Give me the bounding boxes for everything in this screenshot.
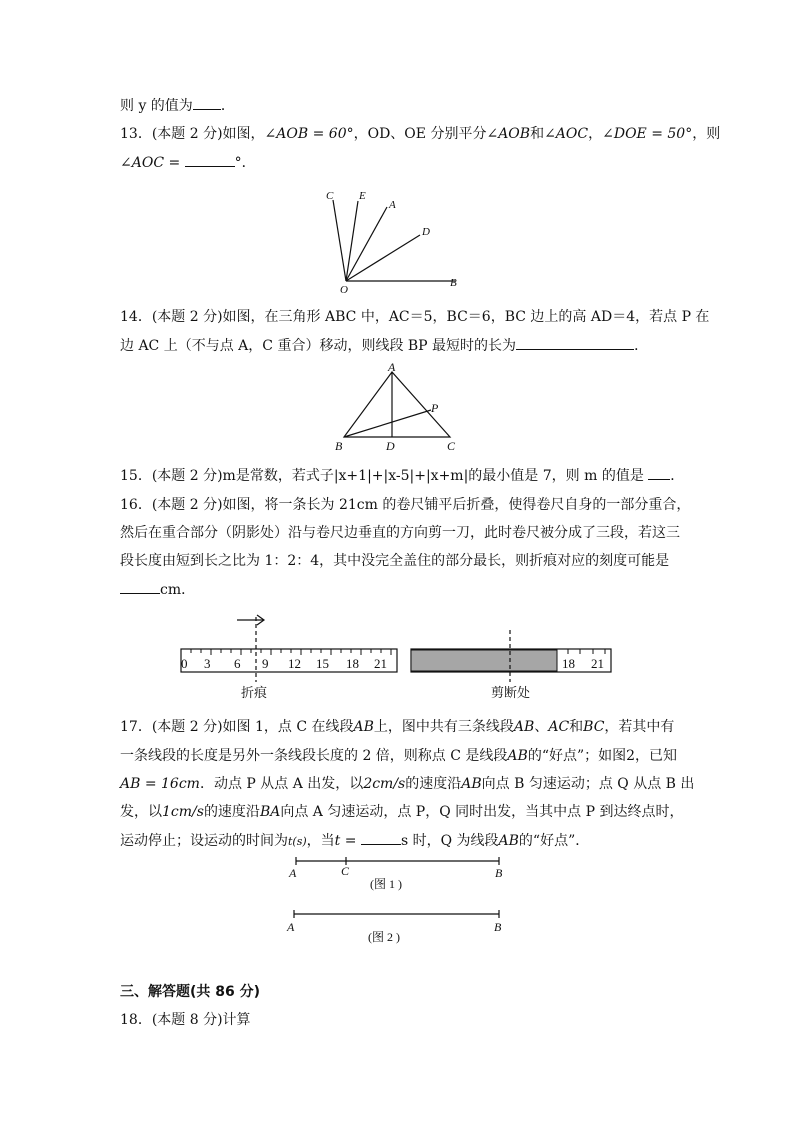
label-o: O [340, 284, 348, 295]
fig1-label-c: C [341, 864, 350, 878]
label-b: B [450, 277, 457, 289]
q12-blank[interactable] [193, 95, 221, 110]
q16-line2: 然后在重合部分（阴影处）沿与卷尺边垂直的方向剪一刀，此时卷尺被分成了三段，若这三 [120, 525, 680, 541]
label-a: A [388, 360, 396, 374]
q15-line: 15．(本题 2 分)m是常数，若式子|x+1|+|x-5|+|x+m|的最小值是 7，则 m 的值是 ． [120, 465, 684, 486]
q17-line5: 运动停止；设运动的时间为t(s)，当t = s 时，Q 为线段AB的“好点”． [120, 830, 589, 852]
ray-od [346, 235, 420, 281]
q14-triangle-figure [330, 360, 465, 455]
tick-label-3: 3 [204, 656, 211, 671]
fig1-label-b: B [495, 866, 503, 880]
q16-line3: 段长度由短到长之比为 1：2：4，其中没完全盖住的部分最长，则折痕对应的刻度可能是 [120, 553, 670, 569]
fig2-label-a: A [287, 920, 295, 934]
tick-label-18: 18 [346, 656, 359, 671]
q16-blank[interactable] [120, 579, 160, 594]
crease-label: 折痕 [241, 685, 268, 700]
section-title: 三、解答题(共 86 分) [120, 984, 261, 1000]
tick-label-9: 9 [262, 656, 269, 671]
right-tick-21: 21 [591, 656, 604, 671]
q17-line4: 发，以1cm/s的速度沿BA向点 A 匀速运动，点 P，Q 同时出发，当其中点 P 到达终点时， [120, 804, 684, 820]
q13-blank[interactable] [185, 152, 235, 167]
q17-blank[interactable] [361, 830, 401, 845]
fig2-label-b: B [494, 920, 502, 934]
label-p: P [431, 401, 439, 415]
q14-line2: 边 AC 上（不与点 A，C 重合）移动，则线段 BP 最短时的长为 ． [120, 335, 648, 356]
label-d: D [422, 226, 430, 238]
q17-line2: 一条线段的长度是另外一条线段长度的 2 倍，则称点 C 是线段AB的“好点”；如图2，已知 [120, 748, 678, 764]
q16-line1: 16．(本题 2 分)如图，将一条长为 21cm 的卷尺铺平后折叠，使得卷尺自身的一部分重合， [120, 497, 691, 513]
right-tick-18: 18 [562, 656, 575, 671]
q12-tail: 则 y 的值为 ． [120, 95, 235, 116]
label-d: D [386, 439, 395, 453]
q13-line1: 13．(本题 2 分)如图，∠AOB = 60°，OD、OE 分别平分∠AOB和∠AOC，∠DOE = 50°，则 [120, 126, 721, 142]
q16-ruler-figure [175, 612, 620, 707]
q17-line1: 17．(本题 2 分)如图 1，点 C 在线段AB上，图中共有三条线段AB、AC和BC，若其中有 [120, 719, 675, 735]
tick-label-12: 12 [288, 656, 301, 671]
q14-blank[interactable] [516, 335, 634, 350]
q14-line1: 14．(本题 2 分)如图，在三角形 ABC 中，AC＝5，BC＝6，BC 边上的高 AD＝4，若点 P 在 [120, 309, 710, 325]
tick-label-21: 21 [374, 656, 387, 671]
q15-blank[interactable] [648, 465, 670, 480]
cut-label: 剪断处 [491, 685, 531, 700]
label-a: A [389, 199, 396, 211]
tick-label-0: 0 [181, 656, 188, 671]
fig1-label-a: A [289, 866, 297, 880]
q18-line: 18．(本题 8 分)计算 [120, 1012, 251, 1028]
tick-label-15: 15 [316, 656, 329, 671]
label-e: E [359, 190, 366, 202]
q17-line3: AB = 16cm．动点 P 从点 A 出发，以2cm/s的速度沿AB向点 B 匀速运动；点 Q 从点 B 出 [120, 776, 695, 792]
q16-line4: cm． [120, 579, 195, 600]
tick-label-6: 6 [234, 656, 241, 671]
label-b: B [335, 439, 343, 453]
q13-line2: ∠AOC = °． [120, 152, 256, 173]
shaded-overlap [411, 650, 557, 671]
ray-oc [333, 200, 346, 281]
label-c: C [326, 190, 334, 202]
fig2-caption: (图 2 ) [368, 930, 400, 944]
q13-angle-figure [310, 185, 480, 295]
fig1-caption: (图 1 ) [370, 877, 402, 891]
segment-bp [344, 410, 431, 437]
q17-figures [280, 855, 520, 945]
label-c: C [447, 439, 456, 453]
